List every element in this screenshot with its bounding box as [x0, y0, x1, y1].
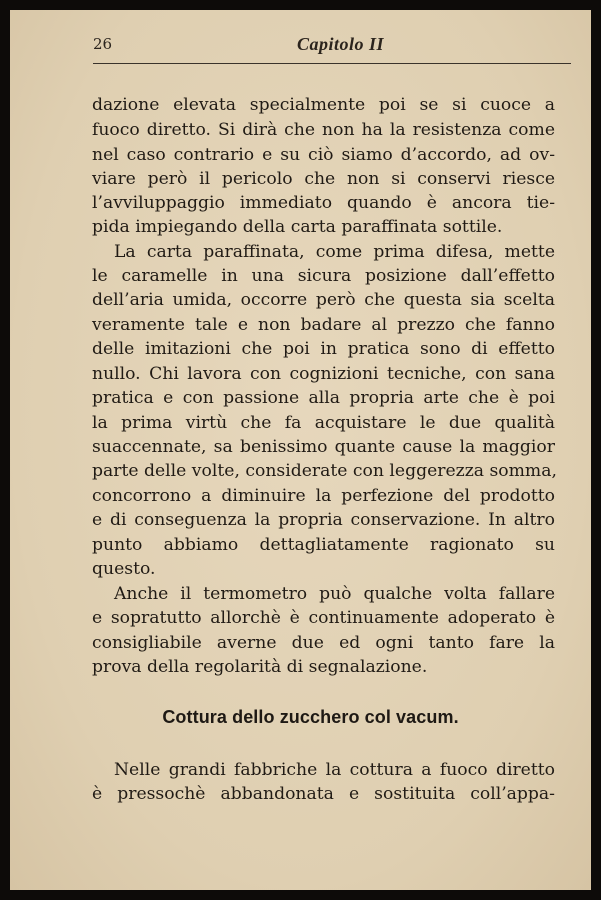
chapter-title: Capitolo II	[296, 34, 384, 54]
text-line: Anche il termometro può qualche volta fallare	[114, 584, 555, 604]
text-line: nullo. Chi lavora con cognizioni tecniche, con sana	[92, 364, 555, 384]
page-number: 26	[93, 35, 113, 53]
text-line: punto abbiamo dettagliatamente ragionato su	[92, 535, 555, 555]
text-line: e di conseguenza la propria conservazione. In altro	[92, 510, 555, 530]
text-line: suaccennate, sa benissimo quante cause la maggior	[92, 437, 555, 457]
text-line: veramente tale e non badare al prezzo che fanno	[92, 315, 555, 335]
section-heading: Cottura dello zucchero col vacum.	[162, 707, 459, 727]
text-line: nel caso contrario e su ciò siamo d’accordo, ad ov-	[92, 145, 555, 165]
text-line: La carta paraffinata, come prima difesa, mette	[114, 242, 555, 262]
text-line: questo.	[92, 559, 156, 579]
text-line: la prima virtù che fa acquistare le due qualità	[92, 413, 555, 433]
text-line: Nelle grandi fabbriche la cottura a fuoco diretto	[114, 760, 555, 780]
text-line: consigliabile averne due ed ogni tanto fare la	[92, 633, 555, 653]
text-line: è pressochè abbandonata e sostituita coll’appa-	[92, 784, 555, 804]
text-line: fuoco diretto. Si dirà che non ha la resistenza come	[92, 120, 555, 140]
text-line: e sopratutto allorchè è continuamente adoperato è	[92, 608, 555, 628]
text-line: delle imitazioni che poi in pratica sono di effetto	[92, 339, 555, 359]
book-page	[10, 10, 591, 890]
text-line: parte delle volte, considerate con leggerezza somma,	[92, 461, 557, 481]
text-line: concorrono a diminuire la perfezione del prodotto	[92, 486, 555, 506]
text-line: le caramelle in una sicura posizione dall’effetto	[92, 266, 555, 286]
text-line: l’avviluppaggio immediato quando è ancora tie-	[92, 193, 555, 213]
running-head	[93, 33, 571, 64]
text-line: viare però il pericolo che non si conservi riesce	[92, 169, 555, 189]
text-line: dazione elevata specialmente poi se si cuoce a	[92, 95, 555, 115]
text-line: pratica e con passione alla propria arte che è poi	[92, 388, 555, 408]
text-line: pida impiegando della carta paraffinata sottile.	[92, 217, 503, 237]
text-line: dell’aria umida, occorre però che questa sia scelta	[92, 290, 555, 310]
text-line: prova della regolarità di segnalazione.	[92, 657, 428, 677]
